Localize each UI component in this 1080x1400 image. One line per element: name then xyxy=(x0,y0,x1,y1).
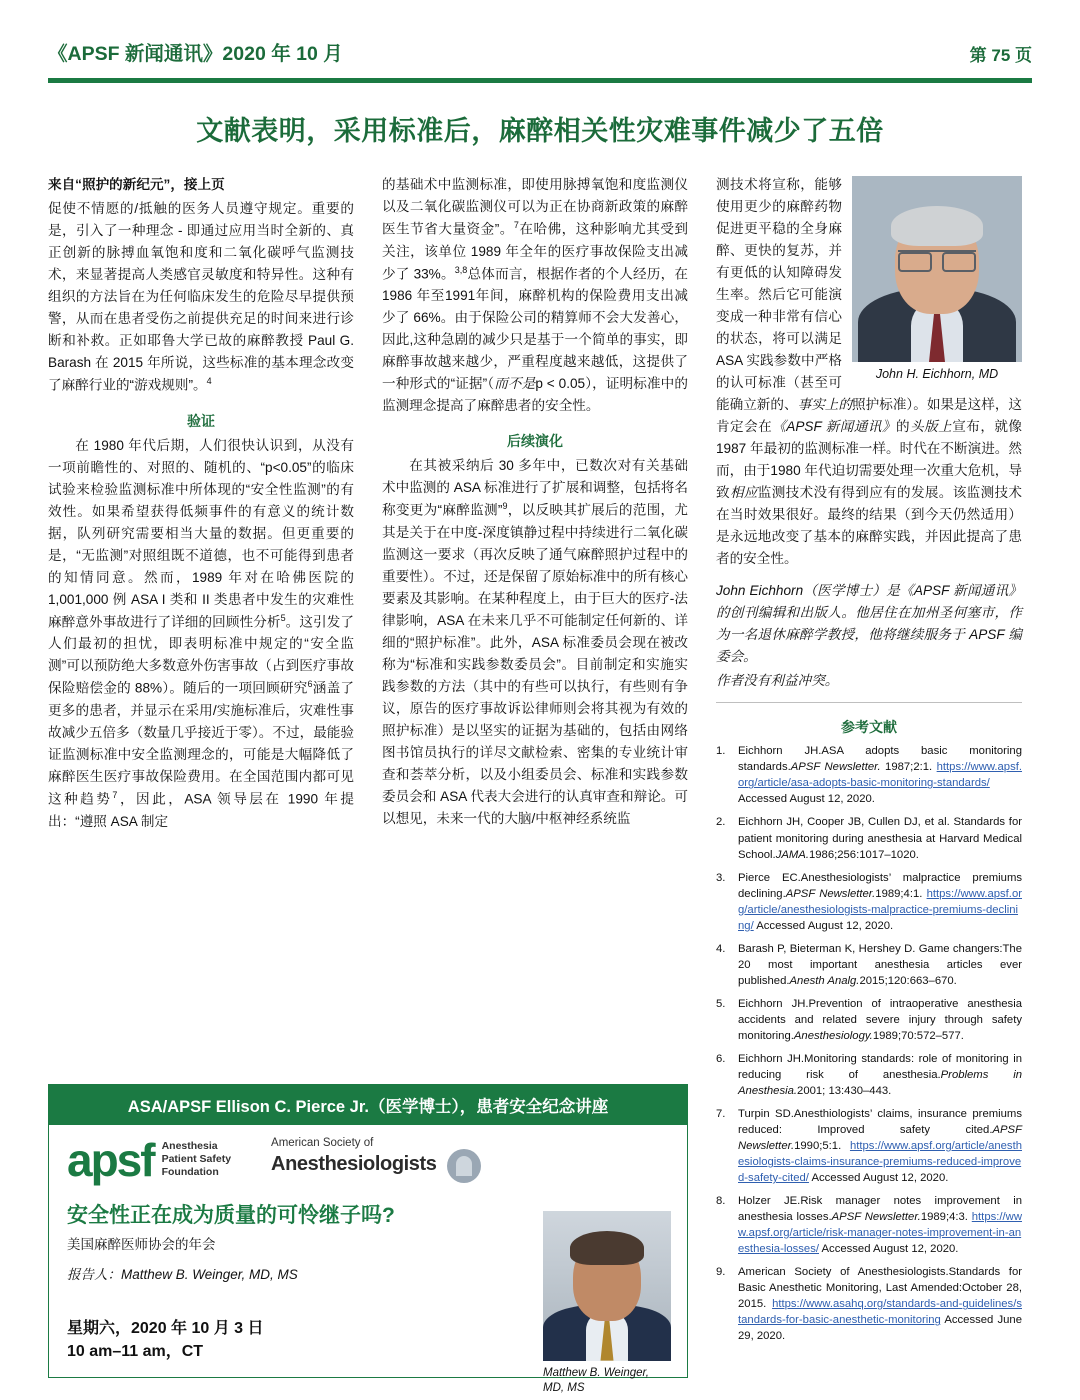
col3-p1-italic2: 《APSF 新闻通讯》 xyxy=(772,419,896,435)
apsf-logo xyxy=(67,1133,232,1186)
reference-journal: Anesth Analg. xyxy=(789,974,860,987)
author-photo-caption: John H. Eichhorn, MD xyxy=(875,367,999,381)
col3-p1-italic3: 头版上 xyxy=(910,419,953,435)
col3-p1c: 的 xyxy=(896,419,911,435)
ad-speaker-label: 报告人： xyxy=(67,1266,121,1282)
col3-p1a: 测技术将宣称，能够使用更少的麻醉药物促进更平稳的全身麻醉、更快的复苏，并有更低的认知障碍发生率。然后它可能演变成一种非常有信心的状态，将可以满足 ASA 实践参数中严格的认可标准（甚至可能确立新的、 xyxy=(716,177,842,413)
continued-from-label: 来自“照护的新纪元”，接上页 xyxy=(48,177,225,192)
reference-link[interactable]: https://www.apsf.org/article/asa-adopts-basic-monitoring-standards/ xyxy=(738,761,1023,790)
apsf-wordmark: apsf xyxy=(67,1133,154,1186)
reference-journal: APSF Newsletter. xyxy=(790,761,881,774)
speaker-portrait-image xyxy=(543,1211,671,1361)
subhead-evolution: 后续演化 xyxy=(507,433,563,450)
header-rule xyxy=(48,78,1032,83)
reference-citation: 2001; 13:430–443. xyxy=(797,1084,892,1097)
col2-p1-italic: 而不是 xyxy=(494,376,536,392)
speaker-caption-line1: Matthew B. Weinger, xyxy=(543,1366,649,1379)
col2-paragraph-2 xyxy=(382,455,688,830)
asa-logo-main: Anesthesiologists xyxy=(271,1152,437,1175)
col2-p2b: ，以反映其扩展后的范围，尤其是关于在中度-深度镇静过程中持续进行二氧化碳监测这一要求（再次反映了通气麻醉照护过程中的重要性）。不过，还是保留了原始标准中的所有核心要素及其影响。在某种程度上，由于巨大的医疗-法律影响，ASA 在未来几乎不可能制定任何新的、详细的“照护标准”。此外，ASA 标准委员会现在被改称为“标准和实践参数委员会”。目前制定和实施实践参数的方法（其中的有些可以执行，有些则有争议，原告的医疗事故诉讼律师则会将其视为有效的照护标准）是以坚实的证据为基础的，包括由网络图书馆员执行的详尽文献检索、密集的专业统计审查和荟萃分析，以及小组委员会、标准和实践参数委员会和 ASA 代表大会进行的认真审查和辩论。可以想见，未来一代的大脑/中枢神经系统监 xyxy=(382,502,688,827)
ad-banner-title: ASA/APSF Ellison C. Pierce Jr.（医学博士），患者安全纪念讲座 xyxy=(49,1085,687,1125)
page-number: 第 75 页 xyxy=(969,46,1032,65)
apsf-logo-subtext xyxy=(162,1140,231,1179)
col3-p1-italic1: 事实上的 xyxy=(797,397,853,413)
reference-text: Pierce EC.Anesthesiologists’ malpractice premiums declining. xyxy=(738,871,1022,900)
col2-p1-sup2: 3,8 xyxy=(454,264,468,275)
reference-text: Eichhorn JH.ASA adopts basic monitoring standards. xyxy=(738,745,1022,774)
references-list xyxy=(716,743,1022,1344)
col3-p1e: 监测技术没有得到应有的发展。该监测技术在当时效果很好。最终的结果（到今天仍然适用）是永远地改变了基本的麻醉实践，并因此提高了患者的安全性。 xyxy=(716,485,1023,567)
masthead xyxy=(48,0,1032,66)
reference-link[interactable]: https://www.apsf.org/article/anesthesiologists-malpractice-premiums-declining/ xyxy=(738,887,1022,932)
ad-lecture-subtitle: 美国麻醉医师协会的年会 xyxy=(67,1236,216,1252)
apsf-sub-line3: Foundation xyxy=(161,1166,219,1179)
reference-accessed: Accessed August 12, 2020. xyxy=(808,1172,949,1185)
reference-item xyxy=(716,941,1022,989)
col1-p2a: 在 1980 年代后期，人们很快认识到，从没有一项前瞻性的、对照的、随机的、“p<0.05”的临床试验来检验监测标准中所体现的“安全性监测”的有效性。如果希望获得低频事件的有意义的统计数据，队列研究需要相当大量的数据。但更重要的是，“无监测”对照组既不道德，也不可能得到患者的知情同意。然而，1989 年对在哈佛医院的 1,001,000 例 ASA I 类和 II 类患者中发生的灾难性麻醉意外事故进行了详细的回顾性分析 xyxy=(48,437,354,630)
reference-citation: 1989;4:3. xyxy=(920,1211,972,1224)
reference-link[interactable]: https://www.apsf.org/article/risk-manager-notes-improvement-in-anesthesia-losses/ xyxy=(738,1211,1022,1256)
reference-citation: 1987;2:1. xyxy=(880,761,937,774)
col1-p2c: 涵盖了更多的患者，并显示在采用/实施标准后，灾难性事故减少五倍多（数量几乎接近于零）。不过，最能验证监测标准中安全监测理念的，可能是大幅降低了麻醉医生医疗事故保险费用。在全国范围内都可见这种趋势 xyxy=(48,680,354,807)
col3-p1d: 宣布，就像 1987 年最初的监测标准一样。时代在不断演进。然而，由于1980 年代迫切需要处理一次重大危机，导致 xyxy=(716,419,1023,501)
reference-link[interactable]: https://www.asahq.org/standards-and-guidelines/standards-for-basic-anesthetic-monitoring xyxy=(738,1298,1022,1327)
speaker-caption-line2: MD, MS xyxy=(543,1381,585,1394)
author-bio: John Eichhorn（医学博士）是《APSF 新闻通讯》的创刊编辑和出版人。他居住在加州圣何塞市，作为一名退休麻醉学教授，他将继续服务于 APSF 编委会。 xyxy=(716,583,1022,665)
reference-citation: 1986;256:1017–1020. xyxy=(808,848,919,861)
reference-link[interactable]: https://www.apsf.org/article/anesthesiologists-claims-insurance-premiums-reduced-improved-safety-cited/ xyxy=(738,1140,1022,1185)
reference-item xyxy=(716,870,1022,934)
column-3 xyxy=(716,174,1022,1351)
col2-paragraph-1 xyxy=(382,174,688,417)
ad-date: 星期六，2020 年 10 月 3 日 xyxy=(67,1319,264,1337)
disclosure-note: 作者没有利益冲突。 xyxy=(716,673,839,689)
reference-journal: Problems in Anesthesia. xyxy=(738,1068,1022,1097)
col3-p1b: 照护标准）。如果是这样，这肯定会在 xyxy=(716,397,1023,435)
asa-logo-main-wrap xyxy=(271,1149,481,1183)
reference-accessed: Accessed August 12, 2020. xyxy=(753,919,894,932)
reference-citation: 2015;120:663–670. xyxy=(859,974,957,987)
author-portrait-image xyxy=(852,176,1022,362)
asa-logo-top: American Society of xyxy=(271,1136,374,1149)
reference-citation: 1990;5:1. xyxy=(794,1140,850,1153)
col1-p2-sup3: 7 xyxy=(112,790,118,800)
reference-citation: 1989;70:572–577. xyxy=(872,1029,964,1042)
reference-item xyxy=(716,743,1022,807)
speaker-photo-wrap xyxy=(543,1211,671,1396)
col1-paragraph-2 xyxy=(48,435,354,833)
col2-p2a: 在其被采纳后 30 多年中，已数次对有关基础术中监测的 ASA 标准进行了扩展和调整，包括将名称变更为“麻醉监测” xyxy=(382,458,688,518)
speaker-photo-caption xyxy=(543,1366,671,1396)
reference-journal: APSF Newsletter. xyxy=(738,1124,1022,1153)
asa-seal-icon xyxy=(447,1149,481,1183)
subhead-validation: 验证 xyxy=(187,412,215,429)
apsf-sub-line2: Patient Safety xyxy=(161,1153,232,1166)
asa-logo xyxy=(271,1137,481,1183)
reference-item xyxy=(716,1264,1022,1344)
reference-text: Eichhorn JH, Cooper JB, Cullen DJ, et al. Standards for patient monitoring during anesthesia at Harvard Medical School. xyxy=(738,816,1022,861)
reference-text: Holzer JE.Risk manager notes improvement in anesthesia losses. xyxy=(738,1195,1022,1224)
reference-text: Barash P, Bieterman K, Hershey D. Game changers:The 20 most important anesthesia articles ever published. xyxy=(738,942,1022,987)
ad-logos xyxy=(67,1133,669,1186)
col1-p2b: 。这引发了人们最初的担忧，即表明标准中规定的“安全监测”可以预防绝大多数意外伤害事故（占到医疗事故保险赔偿金的 88%）。随后的一项回顾研究 xyxy=(48,614,354,696)
col2-p1a: 的基础术中监测标准，即使用脉搏氧饱和度监测仪以及二氧化碳监测仪可以为正在协商新政策的麻醉医生节省大量资金”。 xyxy=(382,177,688,237)
ad-lecture-title: 安全性正在成为质量的可怜继子吗? xyxy=(67,1203,395,1227)
article-title: 文献表明，采用标准后，麻醉相关性灾难事件减少了五倍 xyxy=(196,116,884,146)
ad-time: 10 am–11 am，CT xyxy=(67,1342,204,1360)
apsf-sub-line1: Anesthesia xyxy=(161,1139,218,1152)
col1-paragraph-1 xyxy=(48,198,354,397)
reference-text: Eichhorn JH.Monitoring standards: role of monitoring in reducing risk of anesthesia. xyxy=(738,1052,1022,1081)
col1-p1-text: 促使不情愿的/抵触的医务人员遵守规定。重要的是，引入了一种理念 - 即通过应用当时全新的、真正创新的脉搏血氧饱和度和二氧化碳呼气监测技术，来显著提高人类感官灵敏度和特异性。这种有组织的方法旨在为任何临床发生的危险尽早提供预警，从而在患者受伤之前提供充足的时间来进行诊断和补救。正如耶鲁大学已故的麻醉教授 Paul G. Barash 在 2015 年所说，这些标准的基本理念改变了麻醉行业的“游戏规则”。 xyxy=(48,201,354,393)
lecture-ad[interactable] xyxy=(48,1084,688,1394)
references-heading: 参考文献 xyxy=(841,719,897,736)
ad-speaker-name: Matthew B. Weinger, MD, MS xyxy=(121,1266,298,1282)
col1-p1-sup: 4 xyxy=(206,376,212,387)
reference-journal: APSF Newsletter. xyxy=(785,887,876,900)
reference-item xyxy=(716,814,1022,862)
reference-accessed: Accessed August 12, 2020. xyxy=(819,1243,959,1256)
references-divider xyxy=(716,702,1022,703)
reference-journal: Anesthesiology. xyxy=(793,1029,873,1042)
reference-item xyxy=(716,996,1022,1044)
col2-p2-sup: 9 xyxy=(502,501,508,512)
reference-item xyxy=(716,1106,1022,1186)
reference-item xyxy=(716,1193,1022,1257)
reference-citation: 1989;4:1. xyxy=(875,887,927,900)
col1-p2-sup2: 6 xyxy=(307,679,313,690)
reference-journal: JAMA. xyxy=(775,848,809,861)
col2-p1d: p < 0.05），证明标准中的监测理念提高了麻醉患者的安全性。 xyxy=(382,376,688,414)
col1-p2-sup1: 5 xyxy=(280,612,286,623)
author-photo-wrap xyxy=(852,176,1022,381)
reference-accessed: Accessed August 12, 2020. xyxy=(738,793,875,806)
col2-p1-sup1: 7 xyxy=(513,220,519,231)
col2-p1b: 在哈佛，这种影响尤其受到关注，该单位 1989 年全年的医疗事故保险支出减少了 33%。 xyxy=(382,221,689,282)
reference-accessed: Accessed June 29, 2020. xyxy=(738,1314,1022,1343)
reference-text: American Society of Anesthesiologists.Standards for Basic Anesthetic Monitoring, Last Amended:October 28, 2015. xyxy=(738,1266,1022,1311)
ad-body xyxy=(49,1125,687,1394)
col3-p1-italic4: 相应 xyxy=(729,485,758,501)
col1-p2d: ，因此，ASA 领导层在 1990 年提出：“遵照 ASA 制定 xyxy=(48,791,355,829)
reference-text: Turpin SD.Anesthiologists’ claims, insurance premiums reduced: Improved safety cited. xyxy=(738,1107,1022,1137)
reference-item xyxy=(716,1051,1022,1099)
reference-text: Eichhorn JH.Prevention of intraoperative anesthesia accidents and related severe injury through safety monitoring. xyxy=(738,997,1022,1042)
col2-p1c: 总体而言，根据作者的个人经历，在 1986 年至1991年间，麻醉机构的保险费用支出减少了 66%。由于保险公司的精算师不会大发善心，因此,这种急剧的减少只是基于一个简单的事实，即麻醉事故越来越少，严重程度越来越低，这提供了一种形式的“证据”（ xyxy=(382,266,689,392)
publication-title: 《APSF 新闻通讯》2020 年 10 月 xyxy=(48,43,343,65)
reference-journal: APSF Newsletter. xyxy=(831,1211,921,1224)
